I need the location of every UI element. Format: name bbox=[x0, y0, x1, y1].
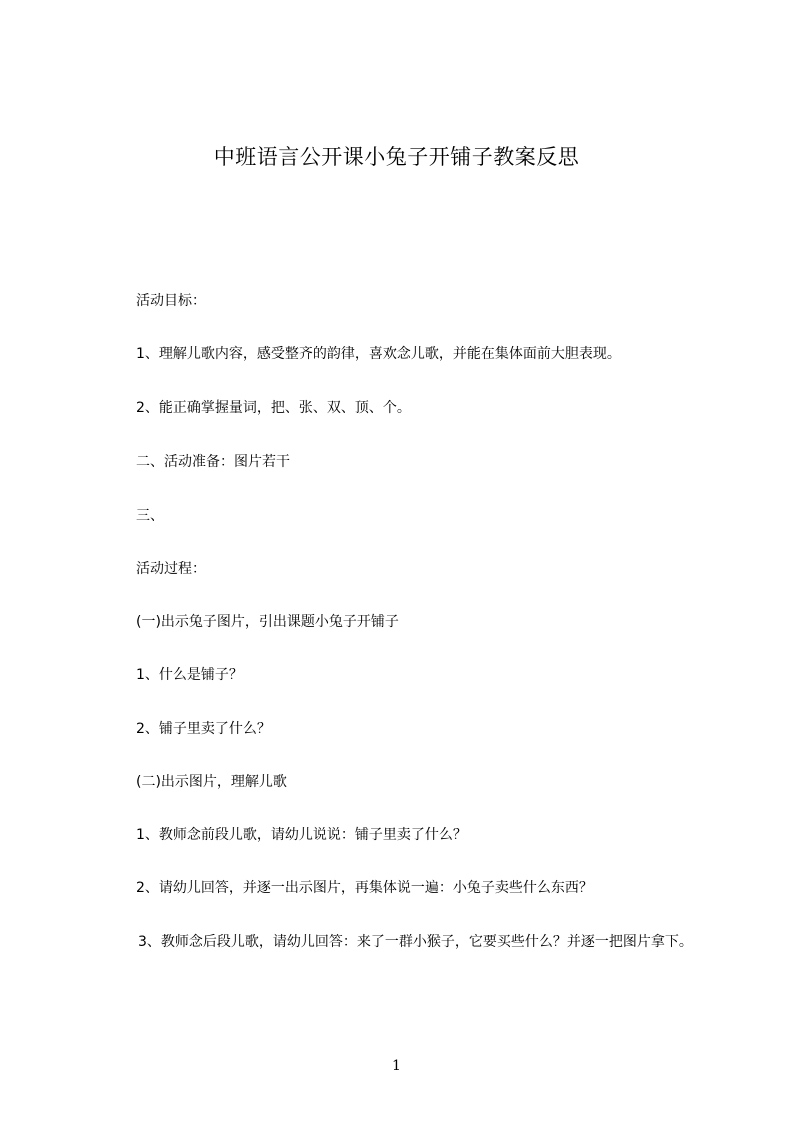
paragraph-step-one: (一)出示兔子图片，引出课题小兔子开铺子 bbox=[136, 614, 399, 630]
paragraph-activity-3: 3、教师念后段儿歌，请幼儿回答：来了一群小猴子，它要买些什么？并逐一把图片拿下。 bbox=[138, 934, 693, 950]
page-number: 1 bbox=[392, 1058, 401, 1074]
paragraph-activity-1: 1、教师念前段儿歌，请幼儿说说：铺子里卖了什么？ bbox=[136, 827, 467, 843]
paragraph-process-heading: 活动过程： bbox=[136, 561, 206, 577]
paragraph-section-three: 三、 bbox=[136, 508, 164, 524]
paragraph-goal-1: 1、理解儿歌内容，感受整齐的韵律，喜欢念儿歌，并能在集体面前大胆表现。 bbox=[136, 346, 621, 362]
paragraph-step-two: (二)出示图片，理解儿歌 bbox=[136, 774, 287, 790]
paragraph-question-1: 1、什么是铺子？ bbox=[136, 667, 243, 683]
page-title: 中班语言公开课小兔子开铺子教案反思 bbox=[213, 145, 580, 169]
paragraph-activity-2: 2、请幼儿回答，并逐一出示图片，再集体说一遍：小兔子卖些什么东西？ bbox=[136, 880, 593, 896]
paragraph-goals-heading: 活动目标： bbox=[136, 293, 206, 309]
paragraph-question-2: 2、铺子里卖了什么？ bbox=[136, 721, 271, 737]
paragraph-goal-2: 2、能正确掌握量词，把、张、双、顶、个。 bbox=[136, 400, 411, 416]
paragraph-preparation: 二、活动准备：图片若干 bbox=[136, 454, 290, 470]
